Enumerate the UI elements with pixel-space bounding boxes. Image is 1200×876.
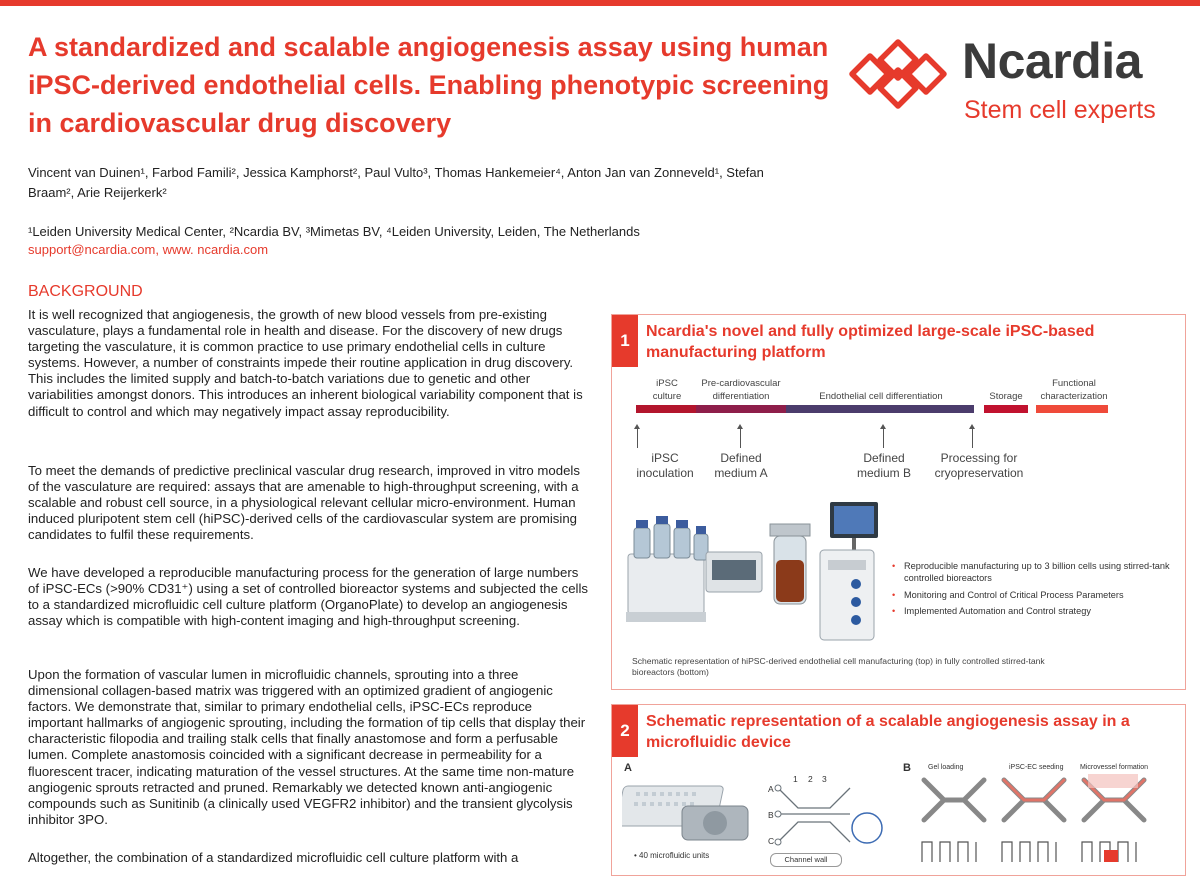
column-number: 1 bbox=[793, 774, 798, 784]
panel-1-bullets bbox=[892, 560, 1182, 622]
channel-wall-label: Channel wall bbox=[770, 853, 842, 867]
row-letter: C bbox=[768, 836, 775, 846]
timeline-segment-ipsc-culture bbox=[636, 405, 696, 413]
contact-link[interactable]: support@ncardia.com, www. ncardia.com bbox=[28, 242, 269, 257]
step-microvessel-formation: Microvessel formation bbox=[1080, 764, 1149, 771]
panel-number-1: 1 bbox=[612, 315, 638, 367]
poster-title: A standardized and scalable angiogenesis assay using human iPSC-derived endothelial cells. Enabling phenotypic screening in cardiovascular drug discovery bbox=[28, 32, 830, 138]
timeline-segment-endothelial bbox=[786, 405, 974, 413]
stage-label-pre-cardiovascular: Pre-cardiovascular differentiation bbox=[701, 378, 781, 402]
background-paragraph-3: We have developed a reproducible manufacturing process for the generation of large numbers of iPSC-ECs (>90% CD31⁺) using a set of controlled bioreactor systems and subjected the cells to a standardized microfluidic cell culture platform (OrganoPlate) to develop an angiogenesis assay which is compatible with high-content imaging and high-throughput screening. bbox=[28, 565, 588, 629]
bullet-item: • Monitoring and Control of Critical Process Parameters bbox=[892, 589, 1182, 601]
stage-label-functional: Functional characterization bbox=[1040, 378, 1108, 402]
microfluidic-chip-schematic bbox=[774, 784, 884, 850]
stage-label-endothelial: Endothelial cell differentiation bbox=[819, 391, 943, 402]
panel-number-2: 2 bbox=[612, 705, 638, 757]
arrow-up-icon bbox=[883, 428, 884, 448]
arrow-up-icon bbox=[637, 428, 638, 448]
sub-label-b: B bbox=[903, 762, 911, 774]
column-number: 2 bbox=[808, 774, 813, 784]
background-paragraph-4: Upon the formation of vascular lumen in microfluidic channels, sprouting into a three dimensional collagen-based matrix was triggered with an optimized gradient of angiogenic factors. We demonstrate that, similar to primary endothelial cells, iPSC-ECs reproduce important hallmarks of angiogenic sprouting, including the formation of tip cells that display their characteristic filopodia and trailing stalk cells that finally anastomose and form a perfusable lumen. Complete anastomosis coincided with a significant decrease in permeability for a fluorescent tracer, indicating maturation of the vessel structures. At the same time non-mature angiogenic sprouts retracted and pruned. Remarkably we detected known anti-angiogenic compounds such as Sunitinib (a clinically used VEGFR2 inhibitor) and the transient glycolysis inhibitor 3PO. bbox=[28, 667, 586, 827]
background-paragraph-5: Altogether, the combination of a standardized microfluidic cell culture platform with a bbox=[28, 850, 519, 865]
stage-label-storage: Storage bbox=[989, 391, 1023, 402]
timeline-segment-functional bbox=[1036, 405, 1108, 413]
panel-1-caption: Schematic representation of hiPSC-derived endothelial cell manufacturing (top) in fully controlled stirred-tank bioreactors (bottom) bbox=[632, 656, 1045, 677]
timeline-segment-pre-cardiovascular bbox=[696, 405, 786, 413]
assay-steps-schematic bbox=[918, 774, 1158, 864]
bullet-item: • Reproducible manufacturing up to 3 billion cells using stirred-tank controlled bioreactors bbox=[892, 560, 1182, 584]
organoplate-photo bbox=[622, 776, 758, 846]
ncardia-logo bbox=[848, 32, 1178, 132]
background-paragraph-1: It is well recognized that angiogenesis, the growth of new blood vessels from pre-existing vasculature, plays a fundamental role in health and disease. For the discovery of new drugs targeting the vasculature, it is common practice to use primary endothelial cells in culture systems. However, a number of constraints impede their routine application in drug discovery. This includes the limited supply and batch-to-batch variations due to genetic and other variabilities amongst donors. This introduces an inherent biological variability component that is difficult to control and which may negatively impact assay reproducibility. bbox=[28, 307, 583, 419]
step-ipsc-ec-seeding: iPSC-EC seeding bbox=[1009, 764, 1064, 771]
row-letter: B bbox=[768, 810, 774, 820]
milestone-medium-b: Defined medium B bbox=[856, 451, 912, 480]
milestone-cryopreservation: Processing for cryopreservation bbox=[934, 451, 1024, 480]
units-note: • 40 microfluidic units bbox=[634, 851, 710, 860]
stage-label-ipsc-culture: iPSC culture bbox=[652, 378, 682, 402]
brand-tagline: Stem cell experts bbox=[964, 96, 1156, 124]
background-paragraph-2: To meet the demands of predictive preclinical vascular drug research, improved in vitro models of the vasculature are required: assays that are amenable to high-throughput screening, with a scalable and robust cell source, in a physiological relevant cellular micro-environment. Human induced pluripotent stem cell (hiPSC)-derived cells of the cardiovascular system are promising candidates to fulfil these requirements. bbox=[28, 463, 580, 543]
timeline-segment-storage bbox=[984, 405, 1028, 413]
milestone-ipsc-inoculation: iPSC inoculation bbox=[636, 451, 694, 480]
panel-1-title: Ncardia's novel and fully optimized large-scale iPSC-based manufacturing platform bbox=[646, 323, 1095, 361]
arrow-up-icon bbox=[972, 428, 973, 448]
authors: Vincent van Duinen¹, Farbod Famili², Jessica Kamphorst², Paul Vulto³, Thomas Hankemeier⁴, Anton Jan van Zonneveld¹, Stefan Braam², Arie Reijerkerk² bbox=[28, 165, 764, 200]
top-accent-bar bbox=[0, 0, 1200, 6]
background-heading: BACKGROUND bbox=[28, 283, 143, 300]
arrow-up-icon bbox=[740, 428, 741, 448]
row-letter: A bbox=[768, 784, 774, 794]
bullet-item: • Implemented Automation and Control strategy bbox=[892, 605, 1182, 617]
step-gel-loading: Gel loading bbox=[928, 764, 964, 771]
affiliations: ¹Leiden University Medical Center, ²Ncardia BV, ³Mimetas BV, ⁴Leiden University, Leiden, The Netherlands bbox=[28, 224, 640, 239]
sub-label-a: A bbox=[624, 762, 632, 774]
panel-2-title: Schematic representation of a scalable angiogenesis assay in a microfluidic device bbox=[646, 713, 1130, 751]
milestone-medium-a: Defined medium A bbox=[714, 451, 768, 480]
brand-name: Ncardia bbox=[962, 33, 1142, 89]
bioreactor-equipment-illustration bbox=[624, 494, 884, 644]
column-number: 3 bbox=[822, 774, 827, 784]
ncardia-knot-icon bbox=[848, 36, 948, 112]
